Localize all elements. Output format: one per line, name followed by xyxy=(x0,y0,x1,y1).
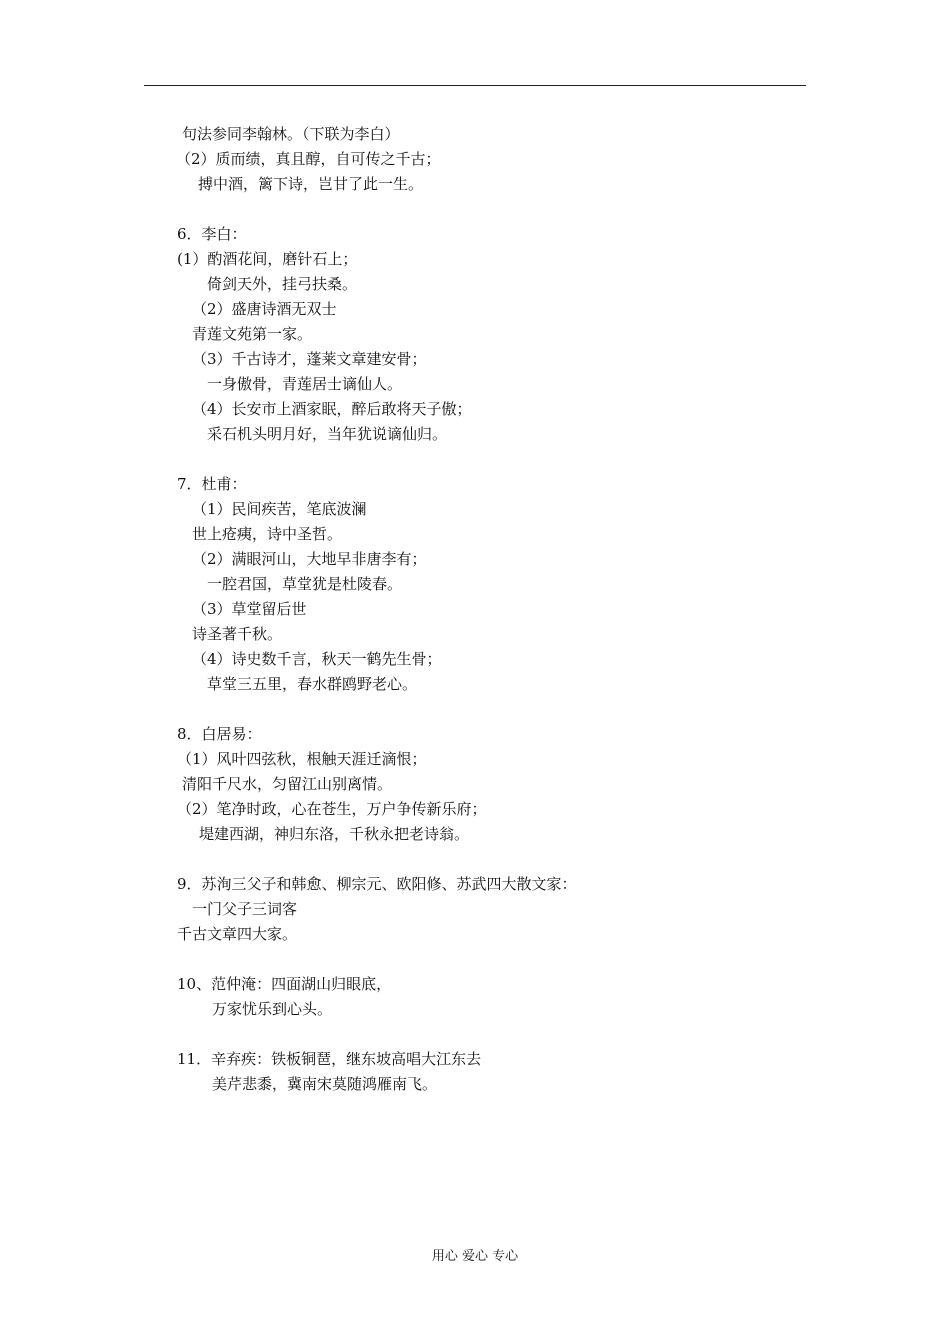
section-heading: 8．白居易： xyxy=(177,725,262,743)
text-line: （2）质而绩，真且醇，自可传之千古； xyxy=(176,150,441,168)
header-rule xyxy=(144,85,806,86)
section-heading: 6．李白： xyxy=(177,225,247,243)
text-line: （1）民间疾苦，笔底波澜 xyxy=(192,500,367,518)
text-line: （2）盛唐诗酒无双士 xyxy=(192,300,337,318)
text-line: 美芹悲黍，冀南宋莫随鸿雁南飞。 xyxy=(212,1075,438,1093)
text-line: 采石机头明月好，当年犹说谪仙归。 xyxy=(207,425,448,443)
text-line: 草堂三五里，春水群鸥野老心。 xyxy=(207,675,418,693)
text-line: 一身傲骨，青莲居士谪仙人。 xyxy=(207,375,403,393)
text-line: (1）酌酒花间，磨针石上； xyxy=(177,250,358,268)
section-heading: 9．苏洵三父子和韩愈、柳宗元、欧阳修、苏武四大散文家： xyxy=(177,875,577,893)
text-line: （3）千古诗才，蓬莱文章建安骨； xyxy=(192,350,427,368)
text-line: （2）笔净时政，心在苍生，万户争传新乐府； xyxy=(177,800,487,818)
section-heading: 11．辛弃疾：铁板铜琶，继东坡高唱大江东去 xyxy=(177,1050,482,1068)
text-line: （2）满眼河山，大地早非唐李有； xyxy=(192,550,427,568)
text-line: （4）诗史数千言，秋天一鹤先生骨； xyxy=(192,650,442,668)
text-line: 世上疮痍，诗中圣哲。 xyxy=(192,525,343,543)
text-line: （1）风叶四弦秋，根触天涯迁滴恨； xyxy=(177,750,427,768)
page-footer: 用心 爱心 专心 xyxy=(431,1249,519,1264)
text-line: 一腔君国，草堂犹是杜陵春。 xyxy=(207,575,403,593)
text-line: 句法参同李翰林。（下联为李白） xyxy=(182,125,400,143)
section-heading: 10、范仲淹：四面湖山归眼底， xyxy=(177,975,392,993)
section-heading: 7．杜甫： xyxy=(177,475,247,493)
text-line: 千古文章四大家。 xyxy=(177,925,298,943)
text-line: 搏中酒，篱下诗，岂甘了此一生。 xyxy=(198,175,424,193)
text-line: 万家忧乐到心头。 xyxy=(212,1000,333,1018)
text-line: 倚剑天外，挂弓扶桑。 xyxy=(207,275,358,293)
text-line: 堤建西湖，神归东洛，千秋永把老诗翁。 xyxy=(199,825,470,843)
text-line: 诗圣著千秋。 xyxy=(192,625,283,643)
text-line: 一门父子三词客 xyxy=(192,900,298,918)
text-line: （3）草堂留后世 xyxy=(192,600,307,618)
text-line: 青莲文苑第一家。 xyxy=(192,325,313,343)
text-line: 清阳千尺水，匀留江山别离情。 xyxy=(182,775,393,793)
text-line: （4）长安市上酒家眠，醉后敢将天子傲； xyxy=(192,400,472,418)
